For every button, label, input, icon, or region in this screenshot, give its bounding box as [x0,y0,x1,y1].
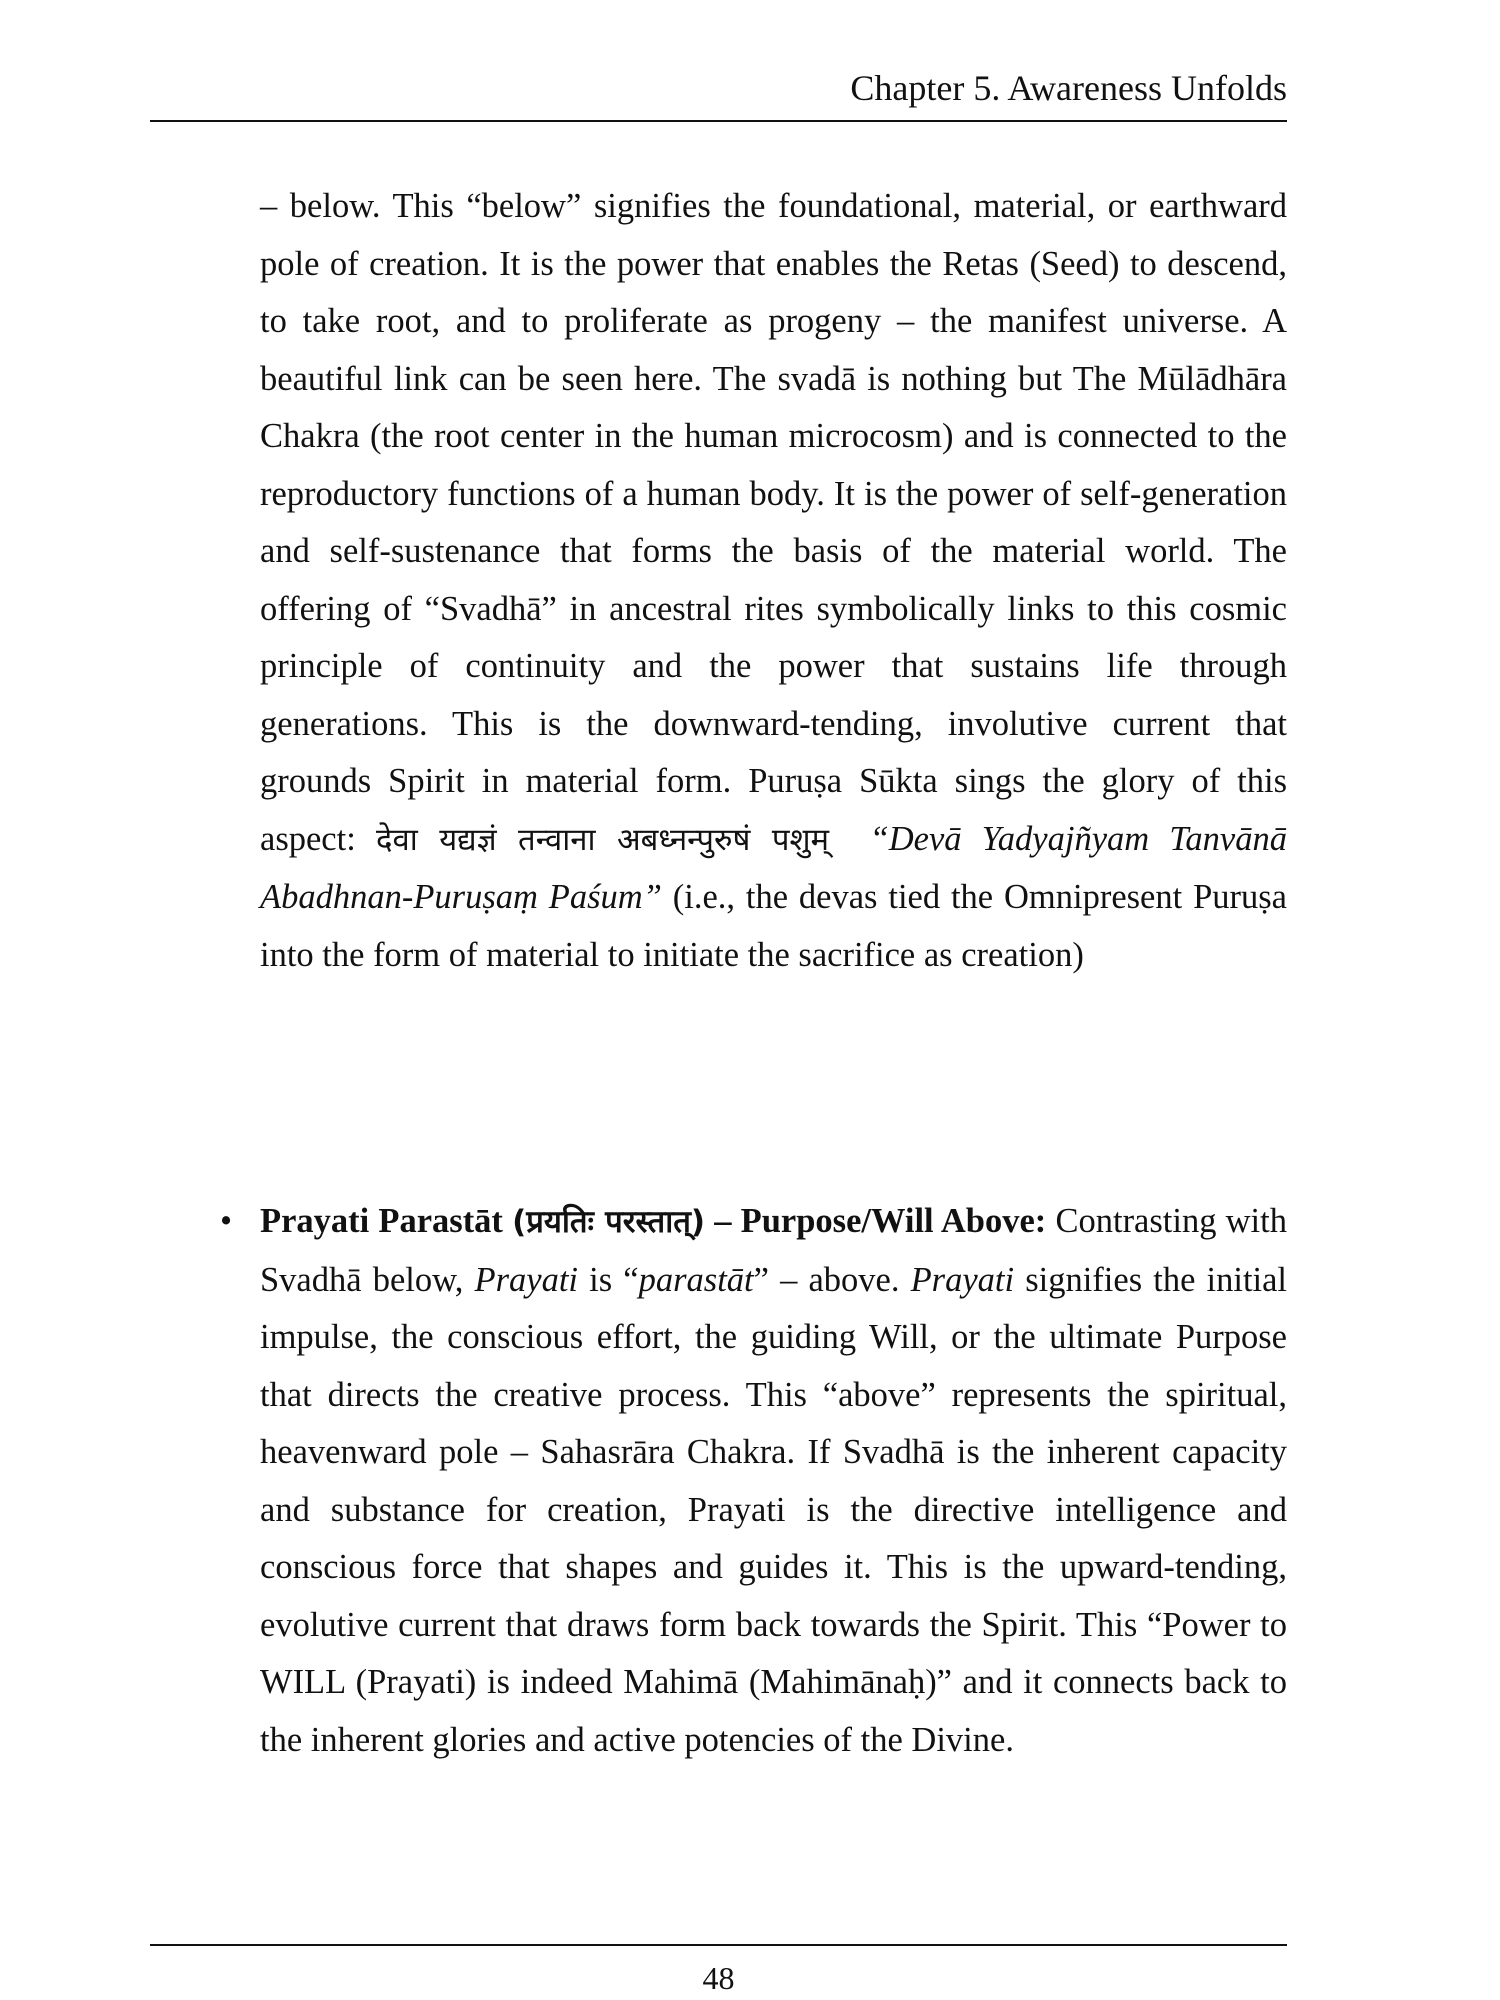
footer-rule [150,1944,1287,1946]
bullet-term-gloss: – Purpose/Will Above: [705,1202,1047,1240]
paragraph-text-start: – below. This “below” signifies the foundational, material, or earthward pole of creation. It is the power that enables the Retas (Seed) to descend, to take root, and to proliferate as progeny – the manifest universe. A beautiful link can be seen here. The svadā is nothing but The Mūlādhāra Chakra (the root center in the human microcosm) and is connected to the reproductory functions of a human body. It is the power of self-generation and self-sustenance that forms the basis of the material world. The offering of “Svadhā” in ancestral rites symbolically links to this cosmic principle of continuity and the power that sustains life through generations. This is the downward-tending, involutive current that grounds Spirit in material form. Puruṣa Sūkta sings the glory of this aspect: [260,187,1287,858]
running-head: Chapter 5. Awareness Unfolds [850,68,1287,108]
sanskrit-verse-devanagari: देवा यद्यज्ञं तन्वाना अबध्नन्पुरुषं पशुम् [376,821,830,858]
bullet-marker: • [220,1202,233,1240]
bullet-italic-term: parastāt [638,1260,754,1299]
page-number: 48 [702,1960,735,1996]
bullet-term-devanagari: (प्रयतिः परस्तात्) [512,1204,706,1240]
bullet-text: ” – above. [753,1260,911,1299]
bullet-paragraph [260,1193,1287,1769]
bullet-italic-term: Prayati [474,1260,579,1299]
body-paragraph [260,178,1287,984]
bullet-text: signifies the initial impulse, the conscious effort, the guiding Will, or the ultimate Purpose that directs the creative process. This “above” represents the spiritual, heavenward pole – Sahasrāra Chakra. If Svadhā is the inherent capacity and substance for creation, Prayati is the directive intelligence and conscious force that shapes and guides it. This is the upward-tending, evolutive current that draws form back towards the Spirit. This “Power to WILL (Prayati) is indeed Mahimā (Mahimānaḥ)” and it connects back to the inherent glories and active potencies of the Divine. [260,1260,1288,1759]
paragraph-text-end: (i.e., the devas tied the Omnipresent Puruṣa into the form of material to initiate the sacrifice as creation) [260,878,1287,974]
bullet-term: Prayati Parastāt [260,1202,503,1240]
sanskrit-verse-transliteration: “Devā Yadyajñyam Tanvānā Abadhnan-Puruṣaṃ Paśum” [260,819,1287,916]
bullet-italic-term: Prayati [910,1260,1015,1299]
header-rule [150,120,1287,122]
bullet-text: is “ [578,1260,639,1299]
bullet-text: Contrasting with Svadhā below, [260,1202,1287,1299]
